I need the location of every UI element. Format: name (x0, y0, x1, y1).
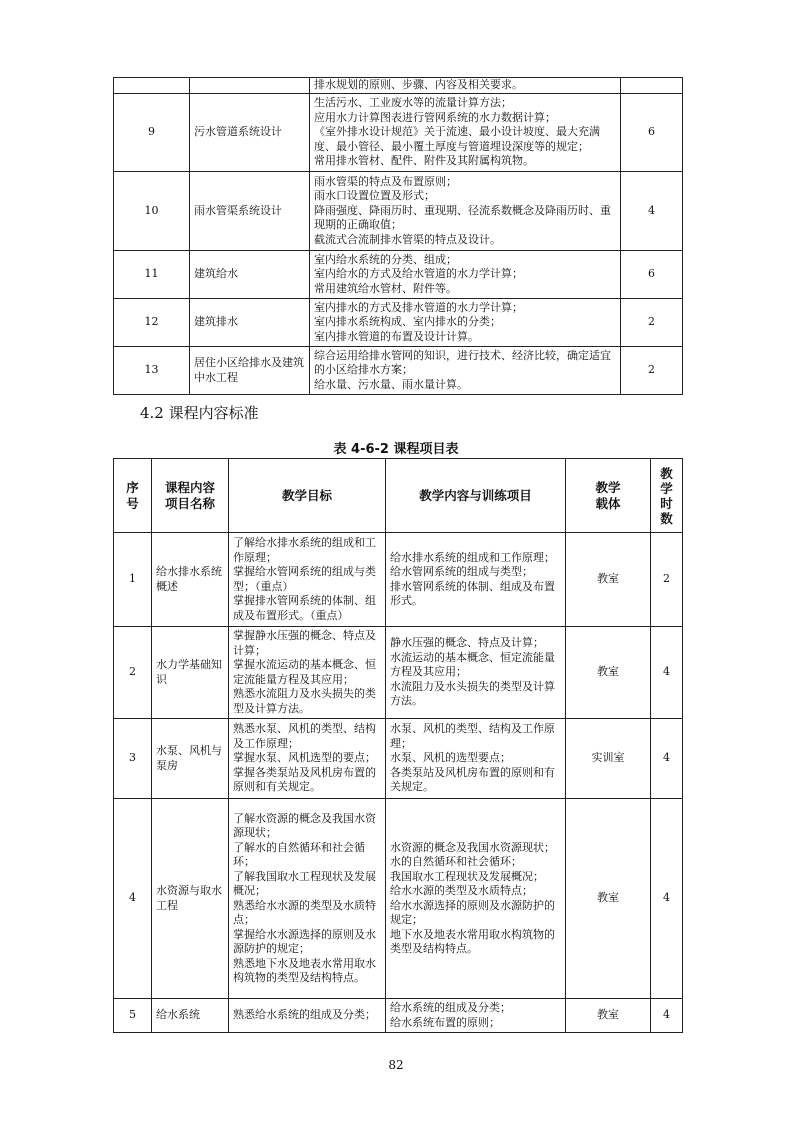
row-carrier: 教室 (566, 533, 651, 627)
course-project-table (113, 458, 683, 1033)
row-number (114, 78, 190, 94)
page-number: 82 (388, 1058, 404, 1072)
row-name: 给水系统 (152, 999, 229, 1033)
row-name: 水泵、风机与泵房 (152, 719, 229, 799)
table-row (114, 799, 683, 999)
row-hours: 4 (651, 799, 683, 999)
row-content: 水资源的概念及我国水资源现状； 水的自然循环和社会循环； 我国取水工程现状及发展概况； 给水水源的类型及水质特点； 给水水源选择的原则及水源防护的规定； 地下水及地表水常用取水构筑物的类型及结构特点。 (386, 799, 566, 999)
row-number: 12 (114, 299, 190, 347)
row-content: 室内排水的方式及排水管道的水力学计算； 室内排水系统构成、室内排水的分类； 室内排水管道的布置及设计计算。 (310, 299, 621, 347)
table-row (114, 78, 683, 94)
row-content: 给水系统的组成及分类； 给水系统布置的原则； (386, 999, 566, 1033)
table-row (114, 94, 683, 172)
row-name: 建筑排水 (190, 299, 310, 347)
row-content: 水泵、风机的类型、结构及工作原理； 水泵、风机的选型要点； 各类泵站及风机房布置的原则和有关规定。 (386, 719, 566, 799)
row-goal: 了解水资源的概念及我国水资源现状； 了解水的自然循环和社会循环； 了解我国取水工程现状及发展概况； 熟悉给水水源的类型及水质特点； 掌握给水水源选择的原则及水源防护的规定； 熟悉地下水及地表水常用取水构筑物的类型及结构特点。 (229, 799, 386, 999)
row-name: 建筑给水 (190, 251, 310, 299)
row-name (190, 78, 310, 94)
row-goal: 掌握静水压强的概念、特点及计算； 掌握水流运动的基本概念、恒定流能量方程及其应用； 熟悉水流阻力及水头损失的类型及计算方法。 (229, 627, 386, 719)
row-name: 居住小区给排水及建筑中水工程 (190, 347, 310, 395)
row-hours: 6 (621, 251, 683, 299)
row-goal: 熟悉给水系统的组成及分类； (229, 999, 386, 1033)
row-hours: 6 (621, 94, 683, 172)
header-content: 教学内容与训练项目 (386, 459, 566, 533)
table-row (114, 627, 683, 719)
table-row (114, 172, 683, 251)
row-name: 雨水管渠系统设计 (190, 172, 310, 251)
row-hours: 2 (621, 299, 683, 347)
section-heading: 4.2 课程内容标准 (140, 404, 259, 422)
table-caption: 表 4-6-2 课程项目表 (333, 442, 459, 457)
table-row (114, 533, 683, 627)
row-goal: 了解给水排水系统的组成和工作原理； 掌握给水管网系统的组成与类型；（重点） 掌握排水管网系统的体制、组成及布置形式。（重点） (229, 533, 386, 627)
row-carrier: 教室 (566, 799, 651, 999)
row-number: 10 (114, 172, 190, 251)
row-number: 9 (114, 94, 190, 172)
row-carrier: 实训室 (566, 719, 651, 799)
row-content: 室内给水系统的分类、组成； 室内给水的方式及给水管道的水力学计算； 常用建筑给水管材、附件等。 (310, 251, 621, 299)
row-number: 1 (114, 533, 152, 627)
row-content: 生活污水、工业废水等的流量计算方法； 应用水力计算图表进行管网系统的水力数据计算； 《室外排水设计规范》关于流速、最小设计坡度、最大充满度、最小管径、最小覆土厚度与管道埋设深度等的规定； 常用排水管材、配件、附件及其附属构筑物。 (310, 94, 621, 172)
row-number: 13 (114, 347, 190, 395)
row-carrier: 教室 (566, 999, 651, 1033)
row-number: 11 (114, 251, 190, 299)
row-hours: 2 (651, 533, 683, 627)
header-hours: 教 学 时 数 (651, 459, 683, 533)
row-name: 水力学基础知识 (152, 627, 229, 719)
row-number: 4 (114, 799, 152, 999)
row-number: 5 (114, 999, 152, 1033)
row-content: 排水规划的原则、步骤、内容及相关要求。 (310, 78, 621, 94)
row-content: 雨水管渠的特点及布置原则； 雨水口设置位置及形式； 降雨强度、降雨历时、重现期、径流系数概念及降雨历时、重现期的正确取值； 截流式合流制排水管渠的特点及设计。 (310, 172, 621, 251)
table-header-row (114, 459, 683, 533)
row-content: 给水排水系统的组成和工作原理； 给水管网系统的组成与类型； 排水管网系统的体制、组成及布置形式。 (386, 533, 566, 627)
header-carrier: 教学 载体 (566, 459, 651, 533)
row-name: 污水管道系统设计 (190, 94, 310, 172)
header-name: 课程内容 项目名称 (152, 459, 229, 533)
row-hours: 4 (651, 627, 683, 719)
row-number: 3 (114, 719, 152, 799)
row-carrier: 教室 (566, 627, 651, 719)
row-hours: 4 (651, 719, 683, 799)
table-row (114, 347, 683, 395)
header-goal: 教学目标 (229, 459, 386, 533)
table-row (114, 299, 683, 347)
row-hours: 2 (621, 347, 683, 395)
row-hours (621, 78, 683, 94)
row-name: 给水排水系统概述 (152, 533, 229, 627)
row-content: 静水压强的概念、特点及计算； 水流运动的基本概念、恒定流能量方程及其应用； 水流阻力及水头损失的类型及计算方法。 (386, 627, 566, 719)
row-name: 水资源与取水工程 (152, 799, 229, 999)
row-number: 2 (114, 627, 152, 719)
table-row (114, 999, 683, 1033)
curriculum-table-continued (113, 77, 683, 395)
table-row (114, 719, 683, 799)
row-goal: 熟悉水泵、风机的类型、结构及工作原理； 掌握水泵、风机选型的要点； 掌握各类泵站及风机房布置的原则和有关规定。 (229, 719, 386, 799)
table-row (114, 251, 683, 299)
row-hours: 4 (621, 172, 683, 251)
row-content: 综合运用给排水管网的知识，进行技术、经济比较，确定适宜的小区给排水方案； 给水量、污水量、雨水量计算。 (310, 347, 621, 395)
header-no: 序 号 (114, 459, 152, 533)
row-hours: 4 (651, 999, 683, 1033)
